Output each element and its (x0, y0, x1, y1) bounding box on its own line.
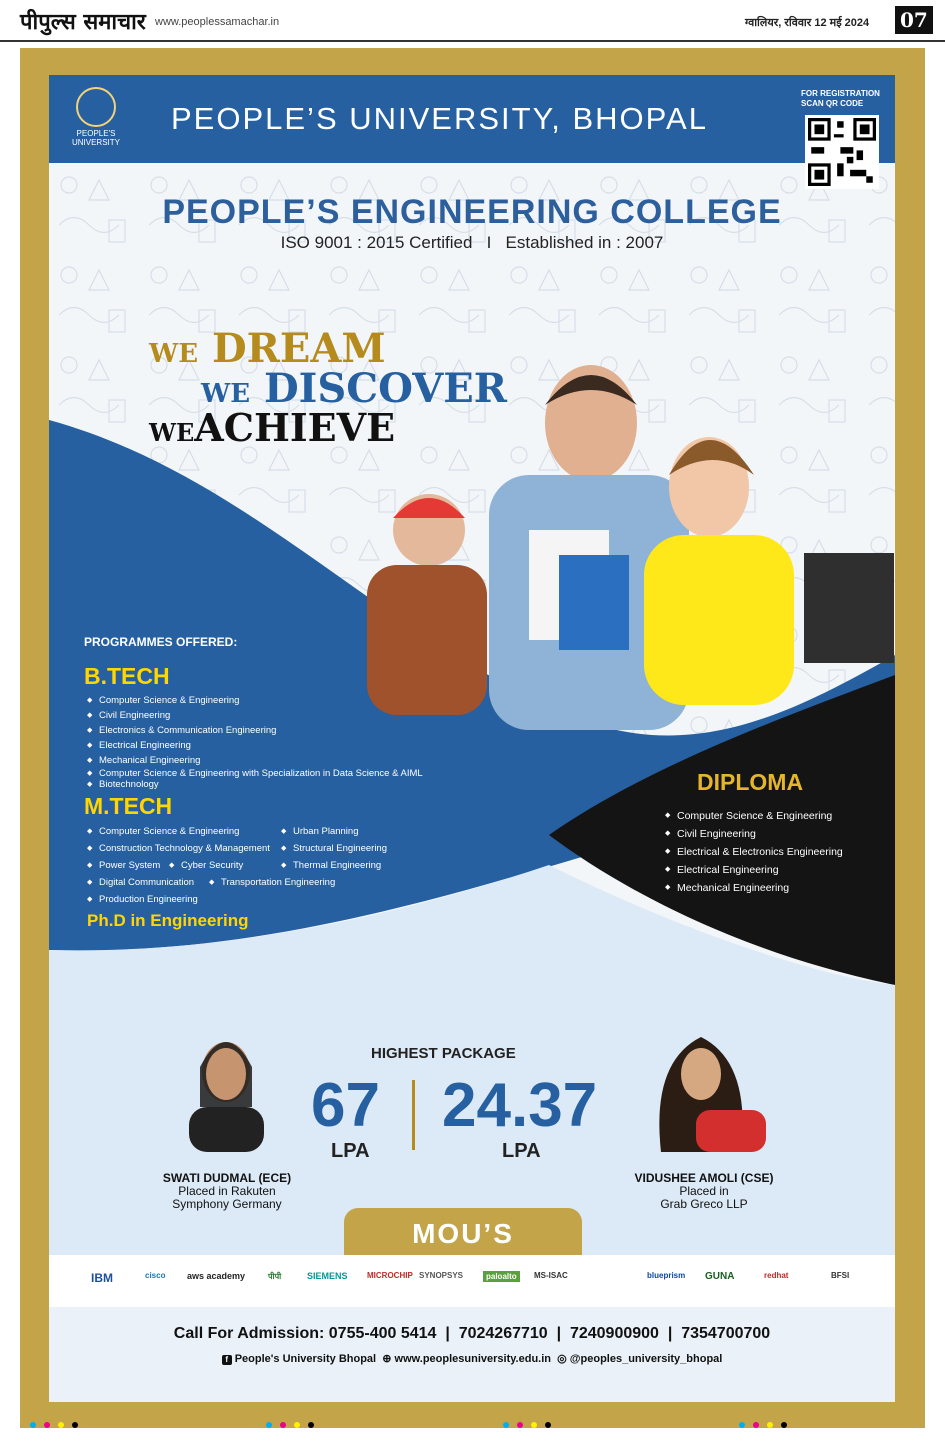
partner-logo: MICROCHIP (367, 1271, 413, 1280)
registration-qr-code[interactable] (805, 115, 879, 189)
diploma-list (663, 807, 843, 897)
edition-date: ग्वालियर, रविवार 12 मई 2024 (745, 17, 870, 29)
btech-list (85, 693, 423, 790)
programmes-heading: PROGRAMMES OFFERED: (84, 635, 238, 649)
slogan-line-1: WE DREAM (149, 325, 386, 372)
list-item: ◆ Structural Engineering (279, 841, 387, 858)
phone-number[interactable]: 7240900900 (569, 1325, 659, 1342)
student-caption-1: SWATI DUDMAL (ECE) Placed in Rakuten Symphony Germany (162, 1171, 292, 1211)
partner-logo: cisco (145, 1271, 166, 1280)
qr-label: FOR REGISTRATION SCAN QR CODE (801, 89, 880, 108)
partner-logo: SIEMENS (307, 1271, 348, 1281)
partner-logo-strip (49, 1255, 895, 1307)
university-logo: PEOPLE'S UNIVERSITY (71, 87, 121, 147)
partner-logo: BFSI (831, 1271, 850, 1280)
package-unit-1: LPA (331, 1140, 370, 1162)
list-item: ◆ Electrical Engineering (663, 861, 843, 879)
phone-number[interactable]: 0755-400 5414 (328, 1325, 437, 1342)
partner-logo: redhat (764, 1271, 789, 1280)
list-item: ◆ Power System (85, 858, 270, 875)
student-caption-2: VIDUSHEE AMOLI (CSE) Placed in Grab Greco LLP (634, 1171, 774, 1211)
partner-logo: पीपी (268, 1272, 282, 1281)
partner-logo: SYNOPSYS (419, 1271, 464, 1280)
package-divider (412, 1080, 415, 1150)
list-item: ◆ Transportation Engineering (207, 875, 335, 892)
list-item: ◆ Computer Science & Engineering (663, 807, 843, 825)
list-item: ◆ Mechanical Engineering (85, 753, 423, 768)
college-subtitle: ISO 9001 : 2015 Certified I Established in : 2007 (280, 233, 664, 252)
list-item: ◆ Electronics & Communication Engineering (85, 723, 423, 738)
facebook-link[interactable]: People's University Bhopal (234, 1353, 377, 1365)
partner-logo: paloalto (483, 1271, 520, 1282)
newspaper-masthead (0, 0, 945, 42)
partner-logo: GUNA (705, 1271, 735, 1282)
newspaper-logo: पीपुल्स समाचार (20, 10, 146, 35)
facebook-icon: f (222, 1355, 232, 1365)
advertisement (49, 75, 895, 1402)
list-item: ◆ Thermal Engineering (279, 858, 381, 875)
university-title: PEOPLE’S UNIVERSITY, BHOPAL (171, 101, 708, 136)
btech-heading: B.TECH (84, 663, 170, 689)
list-item: ◆ Electrical & Electronics Engineering (663, 843, 843, 861)
student-photo-swati (164, 1022, 289, 1152)
phone-number[interactable]: 7024267710 (458, 1325, 548, 1342)
newspaper-url[interactable]: www.peoplessamachar.in (155, 16, 280, 28)
package-value-1: 67 (311, 1071, 380, 1140)
list-item: ◆ Mechanical Engineering (663, 879, 843, 897)
list-item: ◆ Biotechnology (85, 779, 423, 790)
social-links (49, 1352, 895, 1365)
slogan-line-2: WE DISCOVER (201, 365, 507, 412)
list-item: ◆ Civil Engineering (663, 825, 843, 843)
list-item: ◆ Computer Science & Engineering (85, 693, 423, 708)
list-item: ◆ Electrical Engineering (85, 738, 423, 753)
list-item: ◆ Computer Science & Engineering (85, 824, 270, 841)
partner-logo: aws academy (187, 1271, 246, 1281)
college-name: PEOPLE’S ENGINEERING COLLEGE (162, 193, 782, 231)
partner-logo: MS-ISAC (534, 1271, 568, 1280)
slogan-line-3: WEACHIEVE (149, 405, 396, 450)
student-photo-vidushee (641, 1022, 766, 1152)
crest-icon (76, 87, 116, 127)
phd-heading: Ph.D in Engineering (87, 911, 249, 930)
package-unit-2: LPA (502, 1140, 541, 1162)
page-number: 07 (895, 6, 933, 34)
highest-package-title: HIGHEST PACKAGE (371, 1045, 516, 1062)
list-item: ◆ Digital Communication (85, 875, 270, 892)
package-value-2: 24.37 (442, 1071, 598, 1140)
globe-icon: ⊕ (382, 1353, 392, 1365)
list-item: ◆ Production Engineering (85, 892, 270, 909)
list-item: ◆ Construction Technology & Management (85, 841, 270, 858)
phone-number[interactable]: 7354700700 (681, 1325, 771, 1342)
instagram-link[interactable]: @peoples_university_bhopal (569, 1353, 723, 1365)
admission-call-line: Call For Admission: 0755-400 5414 | 7024267710 | 7240900900 | 7354700700 (173, 1325, 771, 1342)
list-item: ◆ Cyber Security (167, 858, 291, 875)
mtech-heading: M.TECH (84, 793, 173, 819)
print-registration-marks (0, 1418, 945, 1430)
partner-logo: IBM (91, 1271, 113, 1285)
list-item: ◆ Urban Planning (279, 824, 387, 841)
instagram-icon: ◎ (557, 1353, 567, 1365)
list-item: ◆ Computer Science & Engineering with Specialization in Data Science & AIML (85, 768, 423, 779)
partner-logo: blueprism (647, 1271, 686, 1280)
list-item: ◆ Civil Engineering (85, 708, 423, 723)
website-link[interactable]: www.peoplesuniversity.edu.in (394, 1353, 551, 1365)
mou-heading: MOU’S (412, 1218, 514, 1249)
diploma-heading: DIPLOMA (697, 769, 804, 795)
